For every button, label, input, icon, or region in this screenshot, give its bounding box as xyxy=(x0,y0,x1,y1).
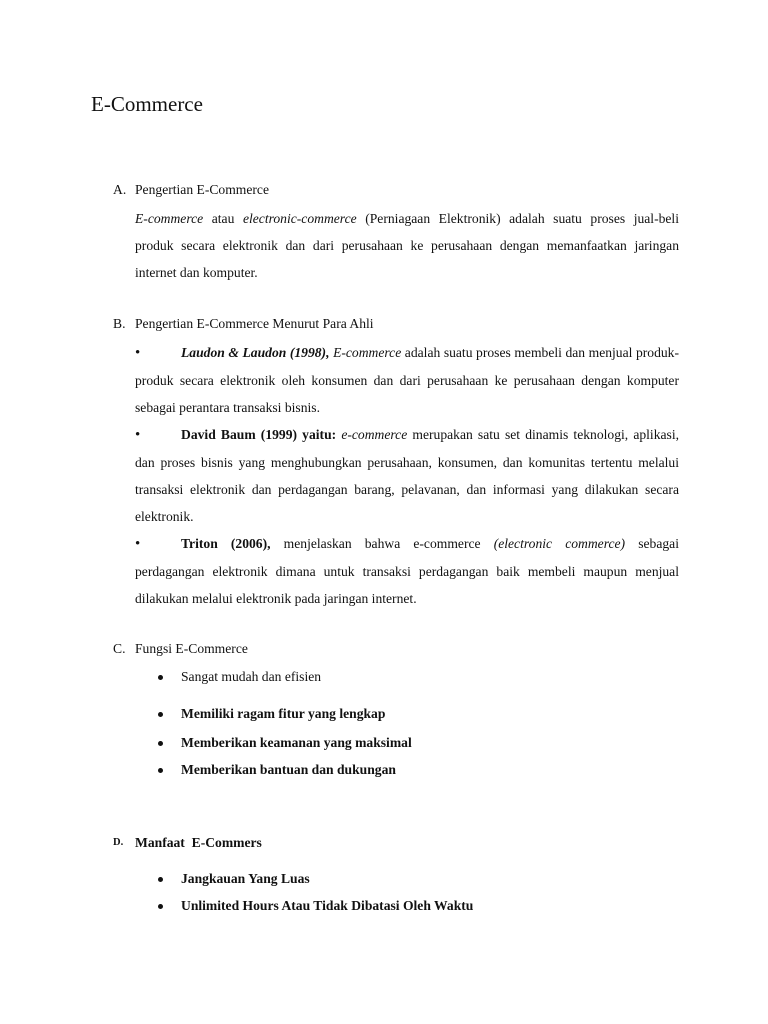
section-d-heading xyxy=(113,835,679,853)
section-d-letter: D. xyxy=(113,837,124,848)
section-c-heading xyxy=(113,641,679,659)
list-item-text: Memiliki ragam fitur yang lengkap xyxy=(181,706,386,721)
term-electronic-commerce: electronic-commerce xyxy=(242,211,357,226)
section-b-letter: B. xyxy=(113,316,126,331)
list-item xyxy=(113,762,747,780)
bullet-icon xyxy=(158,768,163,773)
list-item-text: Memberikan keamanan yang maksimal xyxy=(181,735,412,750)
expert-laudon xyxy=(135,339,679,421)
bullet-icon xyxy=(158,904,163,909)
section-a-letter: A. xyxy=(113,182,127,197)
list-item xyxy=(113,735,747,753)
section-a-title: Pengertian E-Commerce xyxy=(135,182,269,197)
section-c xyxy=(113,641,679,777)
text-atau: atau xyxy=(203,211,243,226)
section-c-title: Fungsi E-Commerce xyxy=(135,641,248,656)
expert-intro: menjelaskan bahwa e-commerce xyxy=(270,536,494,551)
expert-definition: adalah suatu proses membeli dan menjual produk-produk secara elektronik oleh konsumen dan dari perusahaan ke perusahaan dengan komputer sebagai perantara transaksi bisnis. xyxy=(135,345,680,415)
bullet-icon xyxy=(158,712,163,717)
expert-definition: merupakan satu set dinamis teknologi, aplikasi, dan proses bisnis yang menghubungkan perusahaan, konsumen, dan komunitas tertentu melalui transaksi elektronik dan perdagangan barang, pelavanan, dan informasi yang dilakukan secara elektronik. xyxy=(135,427,679,524)
bullet-icon: • xyxy=(135,536,141,552)
list-item xyxy=(113,898,747,916)
section-b-heading xyxy=(113,316,679,334)
bullet-icon xyxy=(158,675,163,680)
expert-name: David Baum (1999) yaitu: xyxy=(181,427,337,442)
list-item xyxy=(113,669,747,687)
list-item-text: Unlimited Hours Atau Tidak Dibatasi Oleh Waktu xyxy=(181,898,474,913)
expert-term: e-commerce xyxy=(341,427,408,442)
section-b xyxy=(113,316,679,612)
section-a-paragraph xyxy=(135,205,679,286)
expert-name: Triton (2006), xyxy=(181,536,271,551)
section-d-title: Manfaat E-Commers xyxy=(135,835,262,850)
bullet-icon xyxy=(158,877,163,882)
list-item xyxy=(113,706,747,724)
section-b-title: Pengertian E-Commerce Menurut Para Ahli xyxy=(135,316,374,331)
expert-term: (electronic commerce) xyxy=(493,536,626,551)
list-item-text: Jangkauan Yang Luas xyxy=(181,871,310,886)
expert-definition: sebagai perdagangan elektronik dimana untuk transaksi perdagangan baik membeli maupun menjual dilakukan melalui elektronik pada jaringan internet. xyxy=(135,536,679,606)
expert-name: Laudon & Laudon (1998), xyxy=(181,345,330,360)
section-a xyxy=(113,182,679,300)
bullet-icon: • xyxy=(135,427,141,443)
expert-baum xyxy=(135,421,679,530)
section-a-heading xyxy=(113,182,679,200)
term-e-commerce: E-commerce xyxy=(135,211,204,226)
section-d xyxy=(113,835,679,913)
list-item xyxy=(113,871,747,889)
list-item-text: Sangat mudah dan efisien xyxy=(181,669,322,684)
document-title: E-Commerce xyxy=(91,92,203,116)
section-c-letter: C. xyxy=(113,641,126,656)
bullet-icon xyxy=(158,741,163,746)
bullet-icon: • xyxy=(135,345,141,361)
expert-term: E-commerce xyxy=(333,345,402,360)
expert-triton xyxy=(135,530,679,612)
list-item-text: Memberikan bantuan dan dukungan xyxy=(181,762,396,777)
definition-text: (Perniagaan Elektronik) adalah suatu proses jual-beli produk secara elektronik dan dari perusahaan ke perusahaan dengan memanfaatkan jaringan internet dan komputer. xyxy=(135,211,679,280)
